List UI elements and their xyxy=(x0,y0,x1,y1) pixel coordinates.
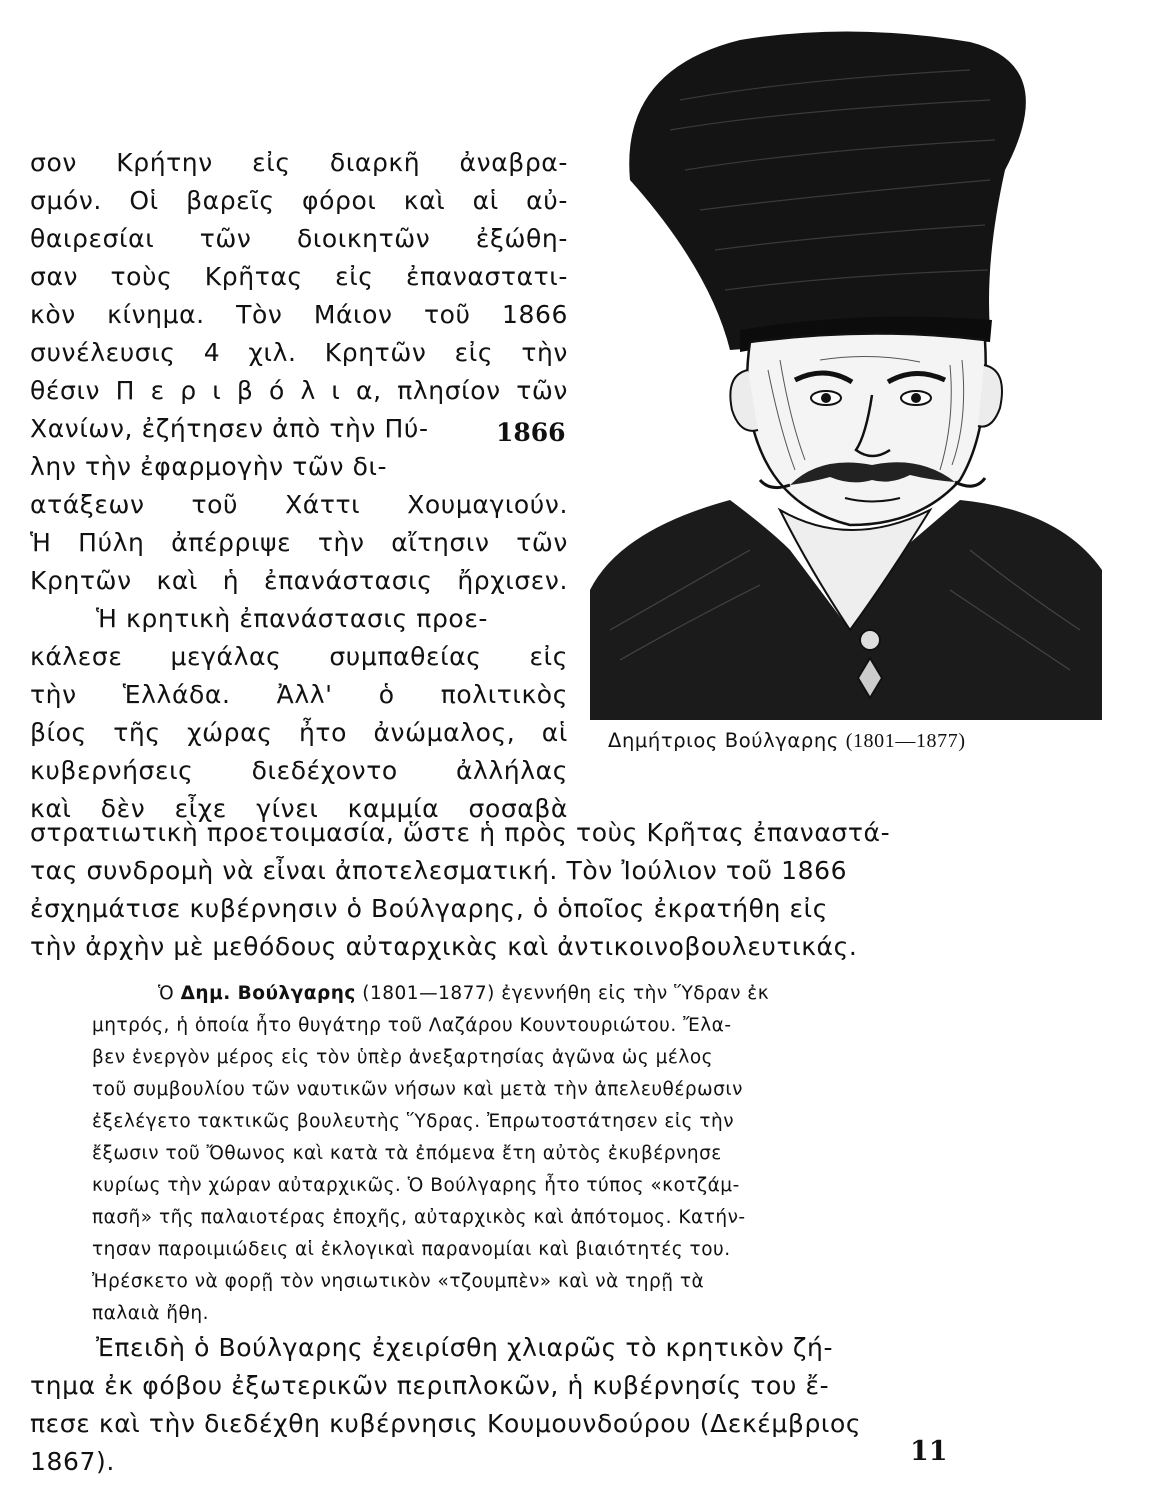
text-line: Ἐπειδὴ ὁ Βούλγαρης ἐχειρίσθη χλιαρῶς τὸ κρητικὸν ζή- xyxy=(96,1333,834,1362)
note-line: πασῆ» τῆς παλαιοτέρας ἐποχῆς, αὐταρχικὸς καὶ ἀπότομος. Κατήν- xyxy=(92,1207,746,1228)
note-line: τοῦ συμβουλίου τῶν ναυτικῶν νήσων καὶ μετὰ τὴν ἀπελευθέρωσιν xyxy=(92,1079,743,1100)
note-line: ἐξελέγετο τακτικῶς βουλευτὴς Ὕδρας. Ἐπρωτοστάτησεν εἰς τὴν xyxy=(92,1111,735,1132)
note-line: τησαν παροιμιώδεις αἱ ἐκλογικαὶ παρανομίαι καὶ βιαιότητές του. xyxy=(92,1239,731,1260)
text-line: Ἡ κρητικὴ ἐπανάστασις προε- xyxy=(96,604,489,633)
text-line: ἐσχημάτισε κυβέρνησιν ὁ Βούλγαρης, ὁ ὁποῖος ἐκρατήθη εἰς xyxy=(30,894,828,923)
text-line: Ἡ Πύλη ἀπέρριψε τὴν αἴτησιν τῶν xyxy=(30,528,568,557)
text-line: θέσιν Π ε ρ ι β ό λ ι α, πλησίον τῶν xyxy=(30,376,568,405)
note-line: μητρός, ἡ ὁποία ἦτο θυγάτηρ τοῦ Λαζάρου Κουντουριώτου. Ἔλα- xyxy=(92,1015,732,1036)
text-line: βίος τῆς χώρας ἦτο ἀνώμαλος, αἱ xyxy=(30,718,568,747)
text-line: σμόν. Οἱ βαρεῖς φόροι καὶ αἱ αὐ- xyxy=(30,186,568,215)
text-line: θαιρεσίαι τῶν διοικητῶν ἐξώθη- xyxy=(30,224,568,253)
note-line: Ἠρέσκετο νὰ φορῇ τὸν νησιωτικὸν «τζουμπὲν» καὶ νὰ τηρῇ τὰ xyxy=(92,1271,705,1292)
page-number: 11 xyxy=(910,1436,948,1467)
text-line: κάλεσε μεγάλας συμπαθείας εἰς xyxy=(30,642,568,671)
text-line: σαν τοὺς Κρῆτας εἰς ἐπαναστατι- xyxy=(30,262,568,291)
text-line: κὸν κίνημα. Τὸν Μάιον τοῦ 1866 xyxy=(30,300,568,329)
marginal-year: 1866 xyxy=(496,418,566,447)
text-line: πεσε καὶ τὴν διεδέχθη κυβέρνησις Κουμουνδούρου (Δεκέμβριος xyxy=(30,1409,862,1438)
text-line: συνέλευσις 4 χιλ. Κρητῶν εἰς τὴν xyxy=(30,338,568,367)
note-line: κυρίως τὴν χώραν αὐταρχικῶς. Ὁ Βούλγαρης ἦτο τύπος «κοτζάμ- xyxy=(92,1175,740,1196)
note-first-rest: (1801—1877) ἐγεννήθη εἰς τὴν Ὕδραν ἐκ xyxy=(362,983,770,1004)
text-line: λην τὴν ἐφαρμογὴν τῶν δι- xyxy=(30,452,388,481)
text-line: Κρητῶν καὶ ἡ ἐπανάστασις ἤρχισεν. xyxy=(30,566,568,595)
note-name: Δημ. Βούλγαρης xyxy=(180,983,356,1004)
text-line: ατάξεων τοῦ Χάττι Χουμαγιούν. xyxy=(30,490,568,519)
caption-name: Δημήτριος Βούλγαρης xyxy=(608,729,839,752)
text-line: τημα ἐκ φόβου ἐξωτερικῶν περιπλοκῶν, ἡ κυβέρνησίς του ἔ- xyxy=(30,1371,830,1400)
text-line: τας συνδρομὴ νὰ εἶναι ἀποτελεσματική. Τὸν Ἰούλιον τοῦ 1866 xyxy=(30,856,848,885)
note-line xyxy=(158,985,769,1004)
text-line: τὴν ἀρχὴν μὲ μεθόδους αὐταρχικὰς καὶ ἀντικοινοβουλευτικάς. xyxy=(30,932,858,961)
portrait-engraving-icon xyxy=(590,30,1102,720)
text-line: στρατιωτικὴ προετοιμασία, ὥστε ἡ πρὸς τοὺς Κρῆτας ἐπαναστά- xyxy=(30,818,891,847)
text-line: τὴν Ἑλλάδα. Ἀλλ' ὁ πολιτικὸς xyxy=(30,680,568,709)
text-line: καὶ δὲν εἶχε γίνει καμμία σοσαβὰ xyxy=(30,794,568,823)
note-intro: Ὁ xyxy=(158,983,175,1004)
caption-years: (1801—1877) xyxy=(845,730,966,752)
text-line: κυβερνήσεις διεδέχοντο ἀλλήλας xyxy=(30,756,568,785)
note-line: βεν ἐνεργὸν μέρος εἰς τὸν ὑπὲρ ἀνεξαρτησίας ἀγῶνα ὡς μέλος xyxy=(92,1047,714,1068)
text-line: σον Κρήτην εἰς διαρκῆ ἀναβρα- xyxy=(30,148,568,177)
note-line: ἔξωσιν τοῦ Ὄθωνος καὶ κατὰ τὰ ἐπόμενα ἔτη αὐτὸς ἐκυβέρνησε xyxy=(92,1143,722,1164)
note-line: παλαιὰ ἤθη. xyxy=(92,1303,209,1324)
text-line: Χανίων, ἐζήτησεν ἀπὸ τὴν Πύ- xyxy=(30,414,429,443)
text-line: 1867). xyxy=(30,1447,115,1476)
portrait-caption xyxy=(608,729,966,753)
